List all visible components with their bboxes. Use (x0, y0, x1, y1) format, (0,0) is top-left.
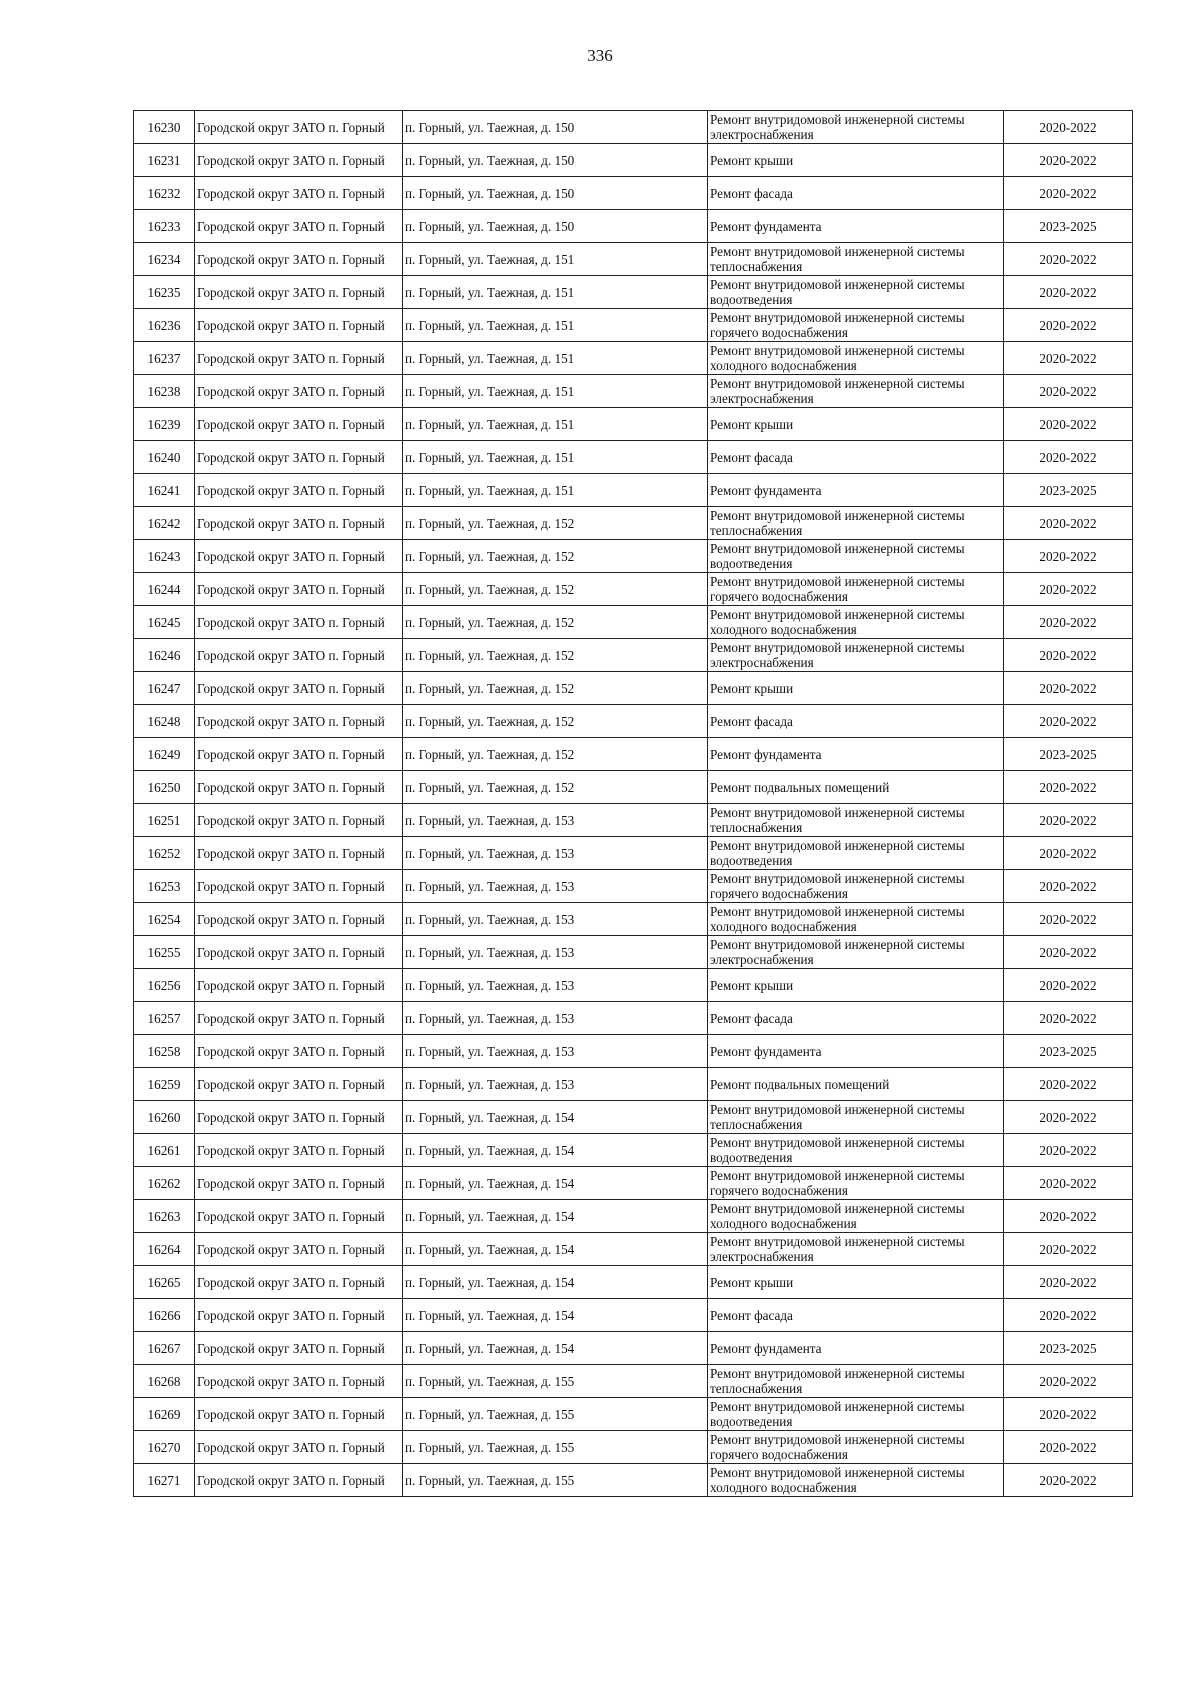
table-row (134, 111, 1133, 144)
municipality-cell: Городской округ ЗАТО п. Горный (195, 1068, 403, 1101)
address-cell: п. Горный, ул. Таежная, д. 151 (403, 474, 708, 507)
address-cell: п. Горный, ул. Таежная, д. 154 (403, 1299, 708, 1332)
address-cell: п. Горный, ул. Таежная, д. 153 (403, 804, 708, 837)
row-number-cell: 16257 (134, 1002, 195, 1035)
period-cell: 2020-2022 (1004, 177, 1133, 210)
table-row (134, 870, 1133, 903)
address-cell: п. Горный, ул. Таежная, д. 154 (403, 1200, 708, 1233)
work-type-cell: Ремонт внутридомовой инженерной системы водоотведения (708, 1398, 1004, 1431)
row-number-cell: 16247 (134, 672, 195, 705)
row-number-cell: 16264 (134, 1233, 195, 1266)
period-cell: 2020-2022 (1004, 969, 1133, 1002)
period-cell: 2020-2022 (1004, 309, 1133, 342)
period-cell: 2020-2022 (1004, 1299, 1133, 1332)
address-cell: п. Горный, ул. Таежная, д. 151 (403, 243, 708, 276)
row-number-cell: 16249 (134, 738, 195, 771)
row-number-cell: 16253 (134, 870, 195, 903)
table-row (134, 903, 1133, 936)
address-cell: п. Горный, ул. Таежная, д. 153 (403, 870, 708, 903)
period-cell: 2020-2022 (1004, 1365, 1133, 1398)
work-type-cell: Ремонт внутридомовой инженерной системы электроснабжения (708, 1233, 1004, 1266)
period-cell: 2020-2022 (1004, 111, 1133, 144)
municipality-cell: Городской округ ЗАТО п. Горный (195, 573, 403, 606)
work-type-cell: Ремонт внутридомовой инженерной системы теплоснабжения (708, 1101, 1004, 1134)
municipality-cell: Городской округ ЗАТО п. Горный (195, 408, 403, 441)
row-number-cell: 16265 (134, 1266, 195, 1299)
work-type-cell: Ремонт подвальных помещений (708, 771, 1004, 804)
row-number-cell: 16258 (134, 1035, 195, 1068)
municipality-cell: Городской округ ЗАТО п. Горный (195, 771, 403, 804)
work-type-cell: Ремонт крыши (708, 672, 1004, 705)
work-type-cell: Ремонт внутридомовой инженерной системы водоотведения (708, 540, 1004, 573)
work-type-cell: Ремонт внутридомовой инженерной системы водоотведения (708, 837, 1004, 870)
row-number-cell: 16243 (134, 540, 195, 573)
table-row (134, 144, 1133, 177)
municipality-cell: Городской округ ЗАТО п. Горный (195, 1398, 403, 1431)
municipality-cell: Городской округ ЗАТО п. Горный (195, 1365, 403, 1398)
work-type-cell: Ремонт внутридомовой инженерной системы электроснабжения (708, 936, 1004, 969)
municipality-cell: Городской округ ЗАТО п. Горный (195, 1464, 403, 1497)
municipality-cell: Городской округ ЗАТО п. Горный (195, 540, 403, 573)
work-type-cell: Ремонт внутридомовой инженерной системы холодного водоснабжения (708, 903, 1004, 936)
address-cell: п. Горный, ул. Таежная, д. 153 (403, 1068, 708, 1101)
period-cell: 2020-2022 (1004, 804, 1133, 837)
row-number-cell: 16263 (134, 1200, 195, 1233)
municipality-cell: Городской округ ЗАТО п. Горный (195, 177, 403, 210)
period-cell: 2020-2022 (1004, 441, 1133, 474)
table-row (134, 606, 1133, 639)
address-cell: п. Горный, ул. Таежная, д. 153 (403, 903, 708, 936)
work-type-cell: Ремонт внутридомовой инженерной системы холодного водоснабжения (708, 606, 1004, 639)
row-number-cell: 16234 (134, 243, 195, 276)
municipality-cell: Городской округ ЗАТО п. Горный (195, 1167, 403, 1200)
table-row (134, 441, 1133, 474)
address-cell: п. Горный, ул. Таежная, д. 153 (403, 1002, 708, 1035)
work-type-cell: Ремонт фундамента (708, 738, 1004, 771)
address-cell: п. Горный, ул. Таежная, д. 152 (403, 573, 708, 606)
table-row (134, 276, 1133, 309)
municipality-cell: Городской округ ЗАТО п. Горный (195, 639, 403, 672)
row-number-cell: 16261 (134, 1134, 195, 1167)
row-number-cell: 16239 (134, 408, 195, 441)
municipality-cell: Городской округ ЗАТО п. Горный (195, 1233, 403, 1266)
municipality-cell: Городской округ ЗАТО п. Горный (195, 144, 403, 177)
row-number-cell: 16235 (134, 276, 195, 309)
row-number-cell: 16248 (134, 705, 195, 738)
table-row (134, 1464, 1133, 1497)
address-cell: п. Горный, ул. Таежная, д. 151 (403, 375, 708, 408)
municipality-cell: Городской округ ЗАТО п. Горный (195, 870, 403, 903)
row-number-cell: 16251 (134, 804, 195, 837)
municipality-cell: Городской округ ЗАТО п. Горный (195, 804, 403, 837)
period-cell: 2020-2022 (1004, 771, 1133, 804)
work-type-cell: Ремонт внутридомовой инженерной системы электроснабжения (708, 375, 1004, 408)
period-cell: 2020-2022 (1004, 540, 1133, 573)
work-type-cell: Ремонт внутридомовой инженерной системы холодного водоснабжения (708, 1464, 1004, 1497)
row-number-cell: 16254 (134, 903, 195, 936)
table-row (134, 1002, 1133, 1035)
address-cell: п. Горный, ул. Таежная, д. 151 (403, 342, 708, 375)
row-number-cell: 16232 (134, 177, 195, 210)
work-type-cell: Ремонт фундамента (708, 1332, 1004, 1365)
work-type-cell: Ремонт внутридомовой инженерной системы холодного водоснабжения (708, 1200, 1004, 1233)
address-cell: п. Горный, ул. Таежная, д. 153 (403, 936, 708, 969)
table-body (134, 111, 1133, 1497)
row-number-cell: 16255 (134, 936, 195, 969)
table-row (134, 342, 1133, 375)
row-number-cell: 16270 (134, 1431, 195, 1464)
row-number-cell: 16266 (134, 1299, 195, 1332)
row-number-cell: 16238 (134, 375, 195, 408)
work-type-cell: Ремонт крыши (708, 969, 1004, 1002)
address-cell: п. Горный, ул. Таежная, д. 150 (403, 210, 708, 243)
municipality-cell: Городской округ ЗАТО п. Горный (195, 375, 403, 408)
period-cell: 2020-2022 (1004, 408, 1133, 441)
address-cell: п. Горный, ул. Таежная, д. 153 (403, 1035, 708, 1068)
table-row (134, 1233, 1133, 1266)
table-row (134, 639, 1133, 672)
period-cell: 2020-2022 (1004, 375, 1133, 408)
table-row (134, 177, 1133, 210)
row-number-cell: 16244 (134, 573, 195, 606)
municipality-cell: Городской округ ЗАТО п. Горный (195, 1299, 403, 1332)
table-row (134, 1167, 1133, 1200)
work-type-cell: Ремонт фундамента (708, 1035, 1004, 1068)
address-cell: п. Горный, ул. Таежная, д. 155 (403, 1365, 708, 1398)
period-cell: 2020-2022 (1004, 1266, 1133, 1299)
table-row (134, 936, 1133, 969)
table-row (134, 408, 1133, 441)
municipality-cell: Городской округ ЗАТО п. Горный (195, 1134, 403, 1167)
address-cell: п. Горный, ул. Таежная, д. 154 (403, 1332, 708, 1365)
row-number-cell: 16269 (134, 1398, 195, 1431)
row-number-cell: 16252 (134, 837, 195, 870)
table-row (134, 1299, 1133, 1332)
address-cell: п. Горный, ул. Таежная, д. 151 (403, 408, 708, 441)
period-cell: 2020-2022 (1004, 1068, 1133, 1101)
address-cell: п. Горный, ул. Таежная, д. 154 (403, 1101, 708, 1134)
period-cell: 2020-2022 (1004, 1134, 1133, 1167)
repair-schedule-table (133, 110, 1133, 1497)
table-row (134, 540, 1133, 573)
work-type-cell: Ремонт фасада (708, 705, 1004, 738)
table-row (134, 573, 1133, 606)
municipality-cell: Городской округ ЗАТО п. Горный (195, 243, 403, 276)
row-number-cell: 16245 (134, 606, 195, 639)
period-cell: 2020-2022 (1004, 903, 1133, 936)
period-cell: 2020-2022 (1004, 606, 1133, 639)
table-row (134, 1266, 1133, 1299)
period-cell: 2020-2022 (1004, 342, 1133, 375)
address-cell: п. Горный, ул. Таежная, д. 155 (403, 1398, 708, 1431)
row-number-cell: 16271 (134, 1464, 195, 1497)
municipality-cell: Городской округ ЗАТО п. Горный (195, 705, 403, 738)
table-row (134, 210, 1133, 243)
municipality-cell: Городской округ ЗАТО п. Горный (195, 969, 403, 1002)
municipality-cell: Городской округ ЗАТО п. Горный (195, 1002, 403, 1035)
table-row (134, 705, 1133, 738)
table-row (134, 1200, 1133, 1233)
work-type-cell: Ремонт внутридомовой инженерной системы теплоснабжения (708, 507, 1004, 540)
table-row (134, 474, 1133, 507)
work-type-cell: Ремонт внутридомовой инженерной системы горячего водоснабжения (708, 1167, 1004, 1200)
work-type-cell: Ремонт фасада (708, 1002, 1004, 1035)
municipality-cell: Городской округ ЗАТО п. Горный (195, 672, 403, 705)
table-row (134, 243, 1133, 276)
work-type-cell: Ремонт внутридомовой инженерной системы горячего водоснабжения (708, 573, 1004, 606)
municipality-cell: Городской округ ЗАТО п. Горный (195, 507, 403, 540)
period-cell: 2020-2022 (1004, 1233, 1133, 1266)
table-row (134, 804, 1133, 837)
row-number-cell: 16250 (134, 771, 195, 804)
work-type-cell: Ремонт крыши (708, 1266, 1004, 1299)
table-row (134, 1398, 1133, 1431)
municipality-cell: Городской округ ЗАТО п. Горный (195, 309, 403, 342)
work-type-cell: Ремонт внутридомовой инженерной системы водоотведения (708, 1134, 1004, 1167)
address-cell: п. Горный, ул. Таежная, д. 151 (403, 276, 708, 309)
work-type-cell: Ремонт фундамента (708, 210, 1004, 243)
table-row (134, 375, 1133, 408)
work-type-cell: Ремонт крыши (708, 408, 1004, 441)
row-number-cell: 16262 (134, 1167, 195, 1200)
row-number-cell: 16241 (134, 474, 195, 507)
row-number-cell: 16260 (134, 1101, 195, 1134)
row-number-cell: 16242 (134, 507, 195, 540)
municipality-cell: Городской округ ЗАТО п. Горный (195, 276, 403, 309)
work-type-cell: Ремонт внутридомовой инженерной системы теплоснабжения (708, 804, 1004, 837)
work-type-cell: Ремонт фундамента (708, 474, 1004, 507)
row-number-cell: 16240 (134, 441, 195, 474)
work-type-cell: Ремонт внутридомовой инженерной системы теплоснабжения (708, 243, 1004, 276)
table-row (134, 1431, 1133, 1464)
municipality-cell: Городской округ ЗАТО п. Горный (195, 441, 403, 474)
municipality-cell: Городской округ ЗАТО п. Горный (195, 1035, 403, 1068)
period-cell: 2020-2022 (1004, 276, 1133, 309)
address-cell: п. Горный, ул. Таежная, д. 152 (403, 738, 708, 771)
municipality-cell: Городской округ ЗАТО п. Горный (195, 1266, 403, 1299)
period-cell: 2023-2025 (1004, 474, 1133, 507)
period-cell: 2023-2025 (1004, 738, 1133, 771)
address-cell: п. Горный, ул. Таежная, д. 152 (403, 672, 708, 705)
municipality-cell: Городской округ ЗАТО п. Горный (195, 474, 403, 507)
table-row (134, 1332, 1133, 1365)
municipality-cell: Городской округ ЗАТО п. Горный (195, 1431, 403, 1464)
municipality-cell: Городской округ ЗАТО п. Горный (195, 738, 403, 771)
address-cell: п. Горный, ул. Таежная, д. 155 (403, 1431, 708, 1464)
row-number-cell: 16268 (134, 1365, 195, 1398)
table-row (134, 1134, 1133, 1167)
address-cell: п. Горный, ул. Таежная, д. 150 (403, 177, 708, 210)
work-type-cell: Ремонт внутридомовой инженерной системы теплоснабжения (708, 1365, 1004, 1398)
period-cell: 2020-2022 (1004, 1431, 1133, 1464)
address-cell: п. Горный, ул. Таежная, д. 150 (403, 144, 708, 177)
table-row (134, 1068, 1133, 1101)
work-type-cell: Ремонт внутридомовой инженерной системы холодного водоснабжения (708, 342, 1004, 375)
table-row (134, 309, 1133, 342)
row-number-cell: 16236 (134, 309, 195, 342)
period-cell: 2023-2025 (1004, 1332, 1133, 1365)
address-cell: п. Горный, ул. Таежная, д. 155 (403, 1464, 708, 1497)
municipality-cell: Городской округ ЗАТО п. Горный (195, 1200, 403, 1233)
period-cell: 2020-2022 (1004, 639, 1133, 672)
period-cell: 2020-2022 (1004, 1398, 1133, 1431)
table-row (134, 1035, 1133, 1068)
table-row (134, 969, 1133, 1002)
period-cell: 2020-2022 (1004, 1200, 1133, 1233)
address-cell: п. Горный, ул. Таежная, д. 154 (403, 1134, 708, 1167)
work-type-cell: Ремонт внутридомовой инженерной системы электроснабжения (708, 111, 1004, 144)
table-row (134, 1101, 1133, 1134)
work-type-cell: Ремонт внутридомовой инженерной системы горячего водоснабжения (708, 870, 1004, 903)
period-cell: 2020-2022 (1004, 144, 1133, 177)
work-type-cell: Ремонт внутридомовой инженерной системы водоотведения (708, 276, 1004, 309)
address-cell: п. Горный, ул. Таежная, д. 152 (403, 507, 708, 540)
row-number-cell: 16230 (134, 111, 195, 144)
table-row (134, 507, 1133, 540)
period-cell: 2020-2022 (1004, 573, 1133, 606)
table-row (134, 1365, 1133, 1398)
address-cell: п. Горный, ул. Таежная, д. 152 (403, 606, 708, 639)
municipality-cell: Городской округ ЗАТО п. Горный (195, 903, 403, 936)
period-cell: 2020-2022 (1004, 1167, 1133, 1200)
address-cell: п. Горный, ул. Таежная, д. 150 (403, 111, 708, 144)
period-cell: 2020-2022 (1004, 1002, 1133, 1035)
period-cell: 2023-2025 (1004, 1035, 1133, 1068)
work-type-cell: Ремонт фасада (708, 177, 1004, 210)
table-row (134, 738, 1133, 771)
work-type-cell: Ремонт внутридомовой инженерной системы электроснабжения (708, 639, 1004, 672)
work-type-cell: Ремонт внутридомовой инженерной системы горячего водоснабжения (708, 1431, 1004, 1464)
address-cell: п. Горный, ул. Таежная, д. 151 (403, 441, 708, 474)
row-number-cell: 16259 (134, 1068, 195, 1101)
table-row (134, 771, 1133, 804)
period-cell: 2020-2022 (1004, 705, 1133, 738)
row-number-cell: 16246 (134, 639, 195, 672)
municipality-cell: Городской округ ЗАТО п. Горный (195, 210, 403, 243)
municipality-cell: Городской округ ЗАТО п. Горный (195, 1332, 403, 1365)
address-cell: п. Горный, ул. Таежная, д. 154 (403, 1233, 708, 1266)
period-cell: 2020-2022 (1004, 672, 1133, 705)
row-number-cell: 16267 (134, 1332, 195, 1365)
period-cell: 2020-2022 (1004, 837, 1133, 870)
municipality-cell: Городской округ ЗАТО п. Горный (195, 606, 403, 639)
period-cell: 2020-2022 (1004, 1101, 1133, 1134)
table-row (134, 672, 1133, 705)
period-cell: 2020-2022 (1004, 243, 1133, 276)
period-cell: 2020-2022 (1004, 1464, 1133, 1497)
address-cell: п. Горный, ул. Таежная, д. 153 (403, 837, 708, 870)
address-cell: п. Горный, ул. Таежная, д. 152 (403, 639, 708, 672)
period-cell: 2020-2022 (1004, 507, 1133, 540)
address-cell: п. Горный, ул. Таежная, д. 151 (403, 309, 708, 342)
work-type-cell: Ремонт подвальных помещений (708, 1068, 1004, 1101)
municipality-cell: Городской округ ЗАТО п. Горный (195, 837, 403, 870)
work-type-cell: Ремонт фасада (708, 441, 1004, 474)
work-type-cell: Ремонт фасада (708, 1299, 1004, 1332)
municipality-cell: Городской округ ЗАТО п. Горный (195, 1101, 403, 1134)
row-number-cell: 16237 (134, 342, 195, 375)
table-row (134, 837, 1133, 870)
municipality-cell: Городской округ ЗАТО п. Горный (195, 111, 403, 144)
period-cell: 2023-2025 (1004, 210, 1133, 243)
row-number-cell: 16231 (134, 144, 195, 177)
work-type-cell: Ремонт крыши (708, 144, 1004, 177)
row-number-cell: 16256 (134, 969, 195, 1002)
address-cell: п. Горный, ул. Таежная, д. 153 (403, 969, 708, 1002)
page-number: 336 (587, 46, 613, 65)
row-number-cell: 16233 (134, 210, 195, 243)
address-cell: п. Горный, ул. Таежная, д. 152 (403, 540, 708, 573)
address-cell: п. Горный, ул. Таежная, д. 154 (403, 1266, 708, 1299)
address-cell: п. Горный, ул. Таежная, д. 152 (403, 771, 708, 804)
municipality-cell: Городской округ ЗАТО п. Горный (195, 342, 403, 375)
work-type-cell: Ремонт внутридомовой инженерной системы горячего водоснабжения (708, 309, 1004, 342)
address-cell: п. Горный, ул. Таежная, д. 154 (403, 1167, 708, 1200)
municipality-cell: Городской округ ЗАТО п. Горный (195, 936, 403, 969)
period-cell: 2020-2022 (1004, 936, 1133, 969)
address-cell: п. Горный, ул. Таежная, д. 152 (403, 705, 708, 738)
period-cell: 2020-2022 (1004, 870, 1133, 903)
